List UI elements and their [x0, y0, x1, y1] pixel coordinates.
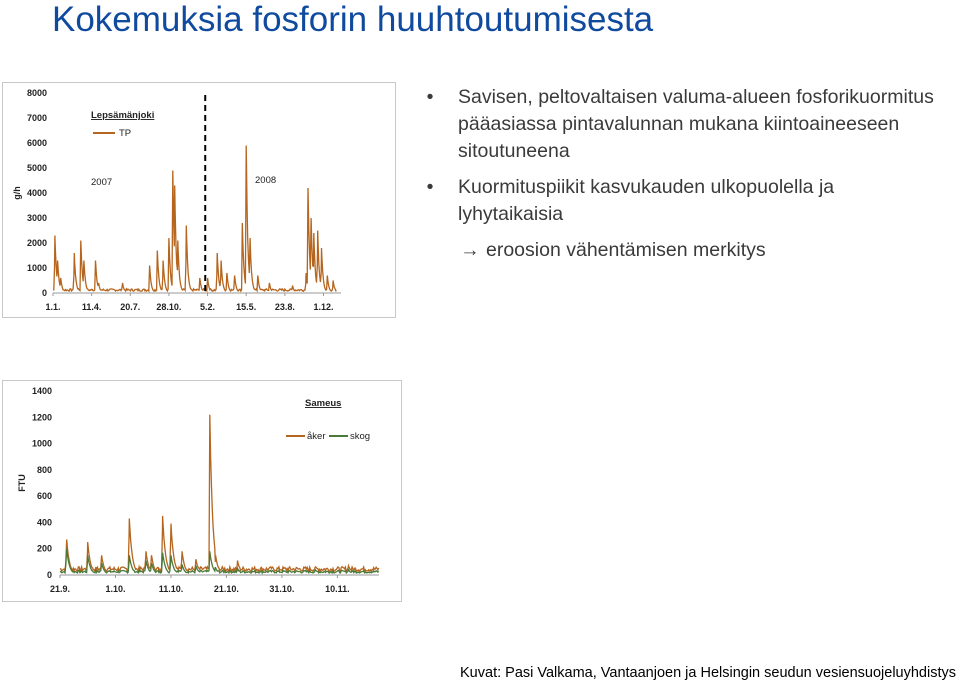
legend-label-skog: skog	[350, 431, 371, 442]
series-line-aker	[60, 415, 379, 572]
chart-title: Lepsämänjoki	[91, 110, 155, 121]
bullet-text-2: Kuormituspiikit kasvukauden ulkopuolella ja lyhytaikaisia	[458, 176, 835, 225]
annotation-2007: 2007	[91, 177, 113, 188]
series-line-tp	[53, 146, 337, 292]
y-tick-label: 4000	[26, 188, 47, 198]
y-tick-label: 6000	[26, 138, 47, 148]
y-tick-label: 2000	[26, 238, 47, 248]
arrow-item	[420, 237, 940, 264]
y-tick-label: 3000	[26, 213, 47, 223]
arrow-text: eroosion vähentämisen merkitys	[486, 239, 766, 261]
y-tick-label: 8000	[26, 88, 47, 98]
bullet-dot-icon: •	[426, 86, 434, 108]
turbidity-chart-svg	[3, 381, 401, 601]
x-tick-label: 10.11.	[325, 584, 350, 594]
y-tick-label: 800	[36, 464, 52, 475]
x-tick-label: 23.8.	[274, 302, 295, 312]
y-tick-label: 0	[41, 288, 47, 298]
bullet-item-2	[420, 174, 940, 228]
bullet-list	[420, 84, 940, 273]
y-tick-label: 1200	[31, 412, 52, 423]
x-tick-label: 1.1.	[45, 302, 61, 312]
y-tick-label: 1000	[26, 263, 47, 273]
bullet-text-1: Savisen, peltovaltaisen valuma-alueen fosforikuormitus pääasiassa pintavalunnan mukana kiintoaineeseen sitoutuneena	[458, 86, 934, 162]
chart-title: Sameus	[305, 398, 342, 409]
x-tick-label: 1.12.	[313, 302, 334, 312]
y-tick-label: 0	[46, 570, 52, 580]
arrow-right-icon: →	[460, 239, 480, 261]
bullet-item-1	[420, 84, 940, 165]
y-tick-label: 600	[36, 491, 52, 502]
x-tick-label: 28.10.	[156, 302, 182, 312]
x-tick-label: 20.7.	[120, 302, 141, 312]
y-tick-label: 5000	[26, 163, 47, 173]
legend-label-aker: åker	[307, 431, 326, 442]
image-credit: Kuvat: Pasi Valkama, Vantaanjoen ja Helsingin seudun vesiensuojeluyhdistys	[460, 665, 956, 681]
legend-label-tp: TP	[119, 128, 132, 139]
y-tick-label: 200	[36, 543, 52, 554]
x-tick-label: 5.2.	[200, 302, 216, 312]
annotation-2008: 2008	[255, 175, 277, 186]
phosphorus-load-chart-svg	[3, 83, 395, 317]
turbidity-chart	[2, 380, 402, 602]
y-tick-label: 400	[36, 517, 52, 528]
x-tick-label: 21.10.	[213, 584, 239, 594]
bullet-dot-icon: •	[426, 176, 434, 198]
y-tick-label: 7000	[26, 113, 47, 123]
x-tick-label: 11.10.	[158, 584, 184, 594]
y-tick-label: 1400	[31, 386, 52, 396]
x-tick-label: 31.10.	[269, 584, 295, 594]
y-axis-label: g/h	[12, 186, 22, 200]
x-tick-label: 1.10.	[105, 584, 126, 594]
y-axis-label: FTU	[17, 474, 27, 492]
x-tick-label: 21.9.	[49, 584, 71, 594]
phosphorus-load-chart	[2, 82, 396, 318]
x-tick-label: 11.4.	[81, 302, 102, 312]
x-tick-label: 15.5.	[236, 302, 257, 312]
slide-title: Kokemuksia fosforin huuhtoutumisesta	[52, 0, 654, 39]
y-tick-label: 1000	[31, 438, 52, 449]
